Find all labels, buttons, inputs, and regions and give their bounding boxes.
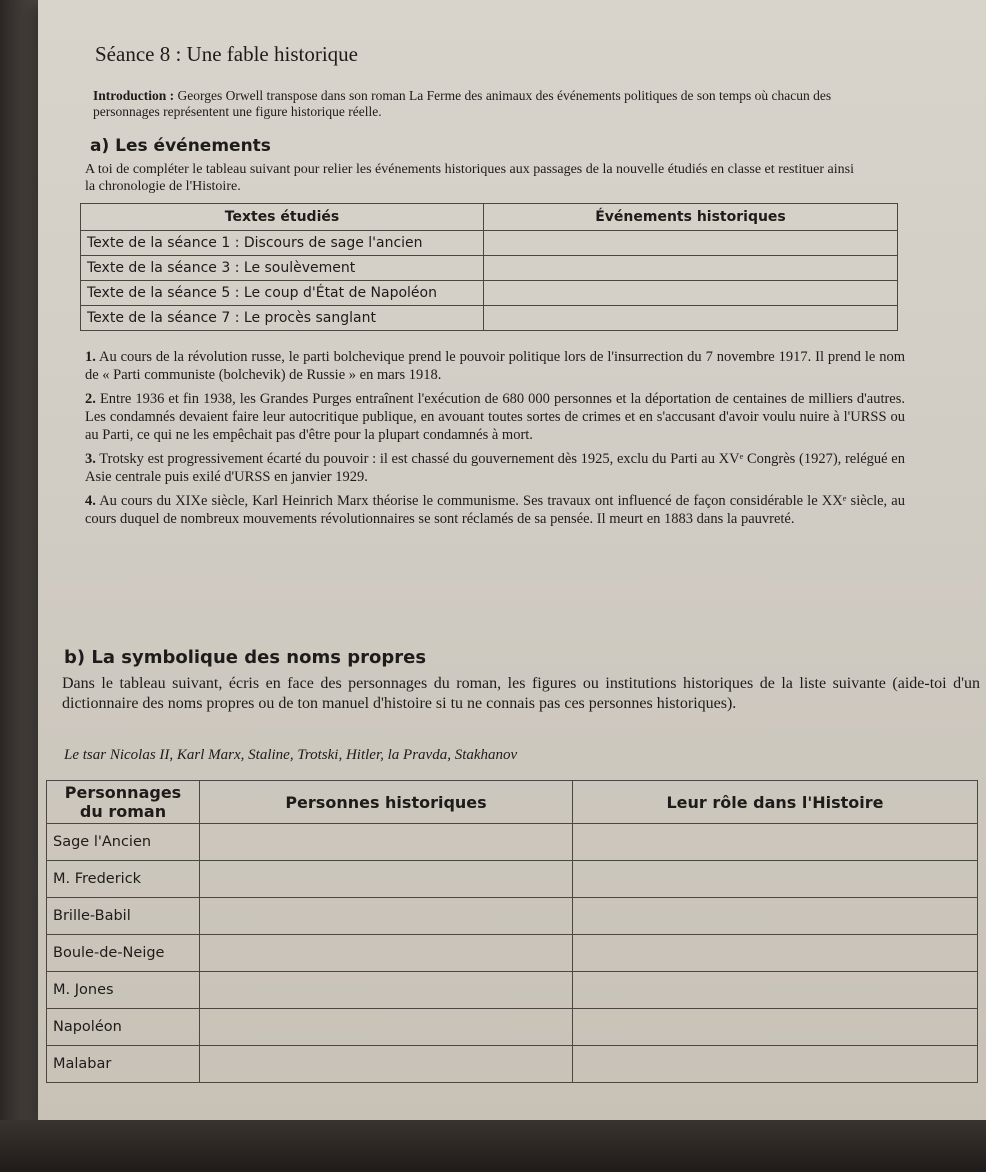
names-table-header-characters: Personnages du roman — [47, 781, 200, 824]
event-item: 3. Trotsky est progressivement écarté du pouvoir : il est chassé du gouvernement dès 1925, exclu du Parti au XVᵉ Congrès (1927), relégué en Asie centrale puis exilé d'URSS en janvier 1929. — [85, 451, 905, 485]
table-row — [47, 824, 978, 861]
role-answer-cell[interactable] — [573, 824, 978, 861]
historical-answer-cell[interactable] — [200, 972, 573, 1009]
intro-paragraph — [93, 88, 833, 120]
role-answer-cell[interactable] — [573, 1046, 978, 1083]
historical-answer-cell[interactable] — [200, 1009, 573, 1046]
event-item: 4. Au cours du XIXe siècle, Karl Heinrich Marx théorise le communisme. Ses travaux ont influencé de façon considérable le XXᵉ siècle, au cours duquel de nombreux mouvements révolutionnaires se sont réclamés de sa pensée. Il meurt en 1883 dans la pauvreté. — [85, 493, 905, 527]
text-cell: Texte de la séance 7 : Le procès sanglant — [81, 306, 484, 331]
character-cell: Brille-Babil — [47, 898, 200, 935]
character-cell: Sage l'Ancien — [47, 824, 200, 861]
historical-answer-cell[interactable] — [200, 861, 573, 898]
section-b-heading: b) La symbolique des noms propres — [64, 647, 427, 668]
events-table-header-events: Événements historiques — [484, 204, 898, 231]
table-row — [47, 972, 978, 1009]
event-answer-cell[interactable] — [484, 306, 898, 331]
table-row — [47, 898, 978, 935]
role-answer-cell[interactable] — [573, 898, 978, 935]
character-cell: Napoléon — [47, 1009, 200, 1046]
historical-answer-cell[interactable] — [200, 1046, 573, 1083]
events-table-header-texts: Textes étudiés — [81, 204, 484, 231]
names-list: Le tsar Nicolas II, Karl Marx, Staline, Trotski, Hitler, la Pravda, Stakhanov — [64, 747, 518, 763]
table-row — [47, 1009, 978, 1046]
intro-text: Georges Orwell transpose dans son roman La Ferme des animaux des événements politiques de son temps où chacun des personnages représentent une figure historique réelle. — [93, 88, 832, 119]
historical-answer-cell[interactable] — [200, 898, 573, 935]
names-table-header-historical: Personnes historiques — [200, 781, 573, 824]
table-row — [81, 231, 898, 256]
event-answer-cell[interactable] — [484, 281, 898, 306]
role-answer-cell[interactable] — [573, 935, 978, 972]
event-item: 2. Entre 1936 et fin 1938, les Grandes Purges entraînent l'exécution de 680 000 personnes et la déportation de centaines de milliers d'autres. Les condamnés devaient faire leur autocritique publique, en avouant toutes sortes de crimes et en s'accusant d'avoir voulu nuire à l'URSS ou au Parti, ce qui ne les empêchait pas d'être pour la plupart condamnés à mort. — [85, 391, 906, 443]
page-title: Séance 8 : Une fable historique — [95, 42, 358, 66]
historical-answer-cell[interactable] — [200, 824, 573, 861]
role-answer-cell[interactable] — [573, 861, 978, 898]
historical-answer-cell[interactable] — [200, 935, 573, 972]
table-row — [47, 1046, 978, 1083]
table-row — [47, 861, 978, 898]
character-cell: M. Jones — [47, 972, 200, 1009]
section-a-heading: a) Les événements — [90, 136, 271, 156]
section-b-instruction: Dans le tableau suivant, écris en face des personnages du roman, les figures ou institutions historiques de la liste suivante (aide-toi d'un dictionnaire des noms propres ou de ton manuel d'histoire si tu ne connais pas ces personnes historiques). — [62, 675, 980, 712]
table-row — [81, 281, 898, 306]
table-row — [81, 256, 898, 281]
intro-label: Introduction : — [93, 88, 175, 103]
names-table — [46, 780, 978, 1083]
role-answer-cell[interactable] — [573, 972, 978, 1009]
section-a-instruction: A toi de compléter le tableau suivant pour relier les événements historiques aux passages de la nouvelle étudiés en classe et restituer ainsi la chronologie de l'Histoire. — [85, 162, 854, 194]
events-table — [80, 203, 898, 331]
text-cell: Texte de la séance 1 : Discours de sage l'ancien — [81, 231, 484, 256]
names-table-header-role: Leur rôle dans l'Histoire — [573, 781, 978, 824]
character-cell: Malabar — [47, 1046, 200, 1083]
role-answer-cell[interactable] — [573, 1009, 978, 1046]
event-answer-cell[interactable] — [484, 231, 898, 256]
table-row — [47, 935, 978, 972]
character-cell: Boule-de-Neige — [47, 935, 200, 972]
table-row — [81, 306, 898, 331]
event-item: 1. Au cours de la révolution russe, le parti bolchevique prend le pouvoir politique lors de l'insurrection du 7 novembre 1917. Il prend le nom de « Parti communiste (bolchevik) de Russie » en mars 1918. — [85, 349, 905, 383]
event-answer-cell[interactable] — [484, 256, 898, 281]
background-bottom — [0, 1120, 986, 1172]
character-cell: M. Frederick — [47, 861, 200, 898]
events-list — [85, 348, 905, 534]
text-cell: Texte de la séance 5 : Le coup d'État de Napoléon — [81, 281, 484, 306]
text-cell: Texte de la séance 3 : Le soulèvement — [81, 256, 484, 281]
